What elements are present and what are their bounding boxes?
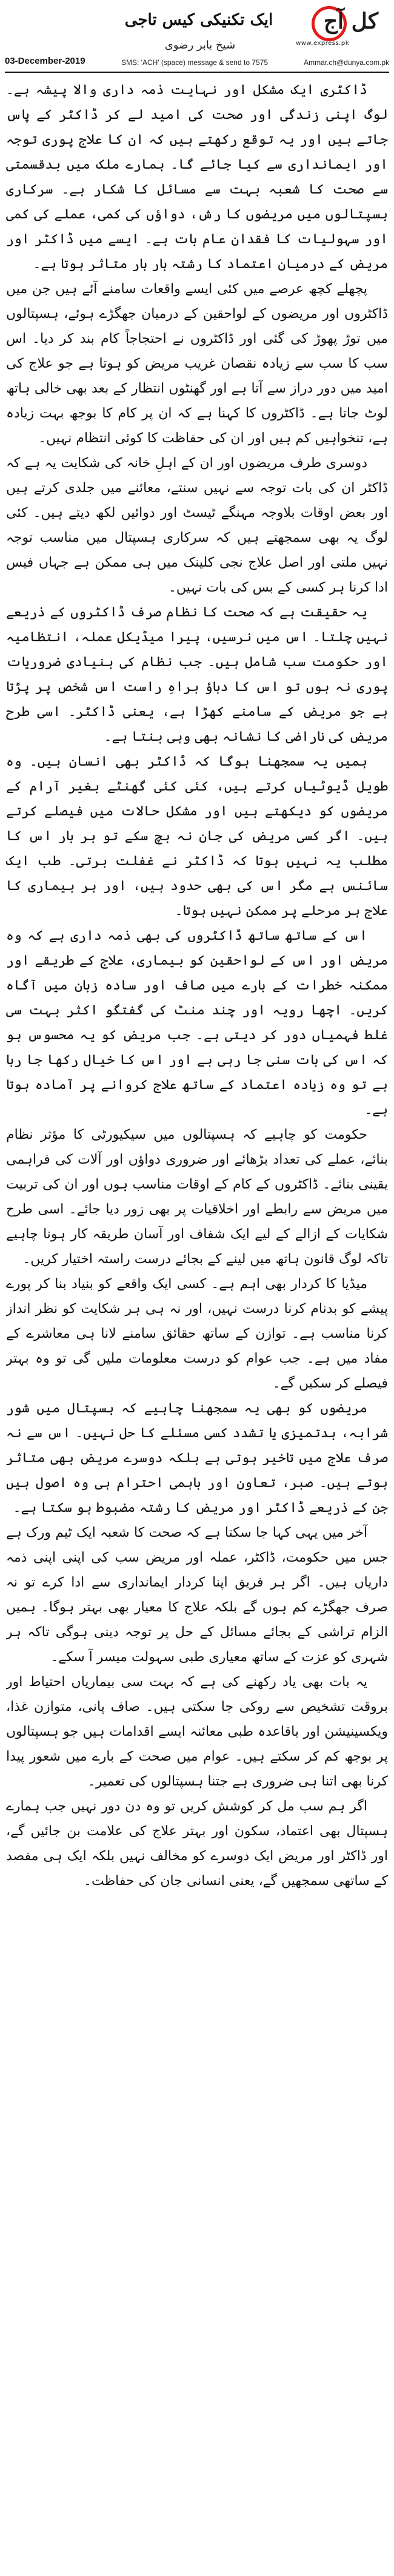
publish-date: 03-December-2019 [5, 56, 85, 66]
article-paragraph: آخر میں یہی کہا جا سکتا ہے کہ صحت کا شعبہ ایک ٹیم ورک ہے جس میں حکومت، ڈاکٹر، عملہ اور مریض سب کی اپنی اپنی ذمہ داریاں ہیں۔ اگر ہر فریق اپنا کردار ایمانداری سے ادا کرے تو نہ صرف جھگڑے کم ہوں گے بلکہ علاج کا معیار بھی بہتر ہوگا۔ ہمیں الزام تراشی کے بجائے مسائل کے حل پر توجہ دینی ہوگی تاکہ ہر شہری کو عزت کے ساتھ معیاری طبی سہولت میسر آ سکے۔ [6, 1525, 388, 1665]
article-paragraph: حکومت کو چاہیے کہ ہسپتالوں میں سیکیورٹی کا مؤثر نظام بنائے، عملے کی تعداد بڑھائے اور ضروری دواؤں اور آلات کی فراہمی یقینی بنائے۔ ڈاکٹروں کے کام کے اوقات مناسب ہوں اور ان کی تربیت میں مریض سے رابطے اور اخلاقیات پر بھی زور دیا جائے۔ اسی طرح شکایات کے ازالے کے لیے ایک شفاف اور آسان طریقہ کار ہونا چاہیے تاکہ لوگ قانون ہاتھ میں لینے کے بجائے درست راستہ اختیار کریں۔ [6, 1127, 388, 1267]
article-paragraph: ڈاکٹری ایک مشکل اور نہایت ذمہ داری والا پیشہ ہے۔ لوگ اپنی زندگی اور صحت کی امید لے کر ڈاکٹر کے پاس جاتے ہیں اور یہ توقع رکھتے ہیں کہ ان کا علاج پوری توجہ اور ایمانداری سے کیا جائے گا۔ ہمارے ملک میں بدقسمتی سے صحت کا شعبہ بہت سے مسائل کا شکار ہے۔ سرکاری ہسپتالوں میں مریضوں کا رش، دواؤں کی کمی، عملے کی کمی اور سہولیات کا فقدان عام بات ہے۔ ایسے میں ڈاکٹر اور مریض کے درمیان اعتماد کا رشتہ بار بار متاثر ہوتا ہے۔ [6, 83, 388, 272]
article-paragraph: یہ بات بھی یاد رکھنے کی ہے کہ بہت سی بیماریاں احتیاط اور بروقت تشخیص سے روکی جا سکتی ہیں۔ صاف پانی، متوازن غذا، ویکسینیشن اور باقاعدہ طبی معائنہ ایسے اقدامات ہیں جو ہسپتالوں پر بوجھ کم کر سکتے ہیں۔ عوام میں صحت کے بارے میں شعور پیدا کرنا بھی اتنا ہی ضروری ہے جتنا ہسپتالوں کی تعمیر۔ [6, 1674, 388, 1789]
newspaper-logo [298, 5, 389, 49]
article-body [6, 78, 388, 2565]
article-paragraph: دوسری طرف مریضوں اور ان کے اہلِ خانہ کی شکایت یہ ہے کہ ڈاکٹر ان کی بات توجہ سے نہیں سنتے، معائنے میں جلدی کرتے ہیں اور بعض اوقات بلاوجہ مہنگے ٹیسٹ اور دوائیں لکھ دیتے ہیں۔ کئی لوگ یہ بھی سمجھتے ہیں کہ سرکاری ہسپتال میں مناسب توجہ نہیں ملتی اور اصل علاج نجی کلینک میں ہی ممکن ہے جہاں فیس ادا کرنا ہر کسی کے بس کی بات نہیں۔ [6, 456, 388, 595]
article-paragraph: میڈیا کا کردار بھی اہم ہے۔ کسی ایک واقعے کو بنیاد بنا کر پورے پیشے کو بدنام کرنا درست نہیں، اور نہ ہی ہر شکایت کو نظر انداز کرنا مناسب ہے۔ توازن کے ساتھ حقائق سامنے لانا ہی معاشرے کے مفاد میں ہے۔ جب عوام کو درست معلومات ملیں گی تو وہ بہتر فیصلے کر سکیں گے۔ [6, 1276, 388, 1391]
article-paragraph: مریضوں کو بھی یہ سمجھنا چاہیے کہ ہسپتال میں شور شرابہ، بدتمیزی یا تشدد کسی مسئلے کا حل نہیں۔ اس سے نہ صرف علاج میں تاخیر ہوتی ہے بلکہ دوسرے مریض بھی متاثر ہوتے ہیں۔ صبر، تعاون اور باہمی احترام ہی وہ اصول ہیں جن کے ذریعے ڈاکٹر اور مریض کا رشتہ مضبوط ہو سکتا ہے۔ [6, 1401, 388, 1516]
article-paragraph: پچھلے کچھ عرصے میں کئی ایسے واقعات سامنے آئے ہیں جن میں ڈاکٹروں اور مریضوں کے لواحقین کے درمیان جھگڑے ہوئے، ہسپتالوں میں توڑ پھوڑ کی گئی اور ڈاکٹروں نے احتجاجاً کام بند کر دیا۔ اس سب کا سب سے زیادہ نقصان غریب مریض کو ہوتا ہے جو علاج کی امید میں دور دراز سے آتا ہے اور گھنٹوں انتظار کے بعد بھی خالی ہاتھ لوٹ جاتا ہے۔ ڈاکٹروں کا کہنا ہے کہ ان پر کام کا بوجھ بہت زیادہ ہے، تنخواہیں کم ہیں اور ان کی حفاظت کا کوئی انتظام نہیں۔ [6, 282, 388, 446]
logo-text: کل آج [323, 8, 378, 34]
column-headline: ایک تکنیکی کیس تاجی [124, 11, 273, 29]
column-byline: شیخ بابر رضوی [164, 39, 236, 52]
article-paragraph: اس کے ساتھ ساتھ ڈاکٹروں کی بھی ذمہ داری ہے کہ وہ مریض اور اس کے لواحقین کو بیماری، علاج کے طریقے اور ممکنہ خطرات کے بارے میں صاف اور سادہ زبان میں آگاہ کریں۔ اچھا رویہ اور چند منٹ کی گفتگو اکثر بہت سی غلط فہمیاں دور کر دیتی ہے۔ جب مریض کو یہ محسوس ہو کہ اس کی بات سنی جا رہی ہے اور اس کا خیال رکھا جا رہا ہے تو وہ زیادہ اعتماد کے ساتھ علاج کروانے پر آمادہ ہوتا ہے۔ [6, 928, 388, 1118]
column-masthead [0, 0, 394, 73]
article-paragraph: یہ حقیقت ہے کہ صحت کا نظام صرف ڈاکٹروں کے ذریعے نہیں چلتا۔ اس میں نرسیں، پیرا میڈیکل عملہ، انتظامیہ اور حکومت سب شامل ہیں۔ جب نظام کی بنیادی ضروریات پوری نہ ہوں تو اس کا دباؤ براہِ راست اس شخص پر پڑتا ہے جو مریض کے سامنے کھڑا ہے، یعنی ڈاکٹر۔ اسی طرح مریض کی ناراضی کا نشانہ بھی وہی بنتا ہے۔ [6, 605, 388, 744]
article-paragraph: ہمیں یہ سمجھنا ہوگا کہ ڈاکٹر بھی انسان ہیں۔ وہ طویل ڈیوٹیاں کرتے ہیں، کئی کئی گھنٹے بغیر آرام کے مریضوں کو دیکھتے ہیں اور مشکل حالات میں فیصلے کرتے ہیں۔ اگر کسی مریض کی جان نہ بچ سکے تو ہر بار اس کا مطلب یہ نہیں ہوتا کہ ڈاکٹر نے غفلت برتی۔ طب ایک سائنس ہے مگر اس کی بھی حدود ہیں، اور ہر بیماری کا علاج ہر مرحلے پر ممکن نہیں ہوتا۔ [6, 754, 388, 919]
author-email: Ammar.ch@dunya.com.pk [304, 58, 389, 67]
logo-subtitle: www.express.pk [296, 40, 349, 47]
sms-instructions: SMS: 'ACH' (space) message & send to 7575 [121, 58, 269, 67]
article-paragraph: اگر ہم سب مل کر کوشش کریں تو وہ دن دور نہیں جب ہمارے ہسپتال بھی اعتماد، سکون اور بہتر علاج کی علامت بن جائیں گے، اور ڈاکٹر اور مریض ایک دوسرے کو مخالف نہیں بلکہ ایک ہی مقصد کے ساتھی سمجھیں گے، یعنی انسانی جان کی حفاظت۔ [6, 1799, 388, 1889]
header-divider [5, 72, 389, 73]
